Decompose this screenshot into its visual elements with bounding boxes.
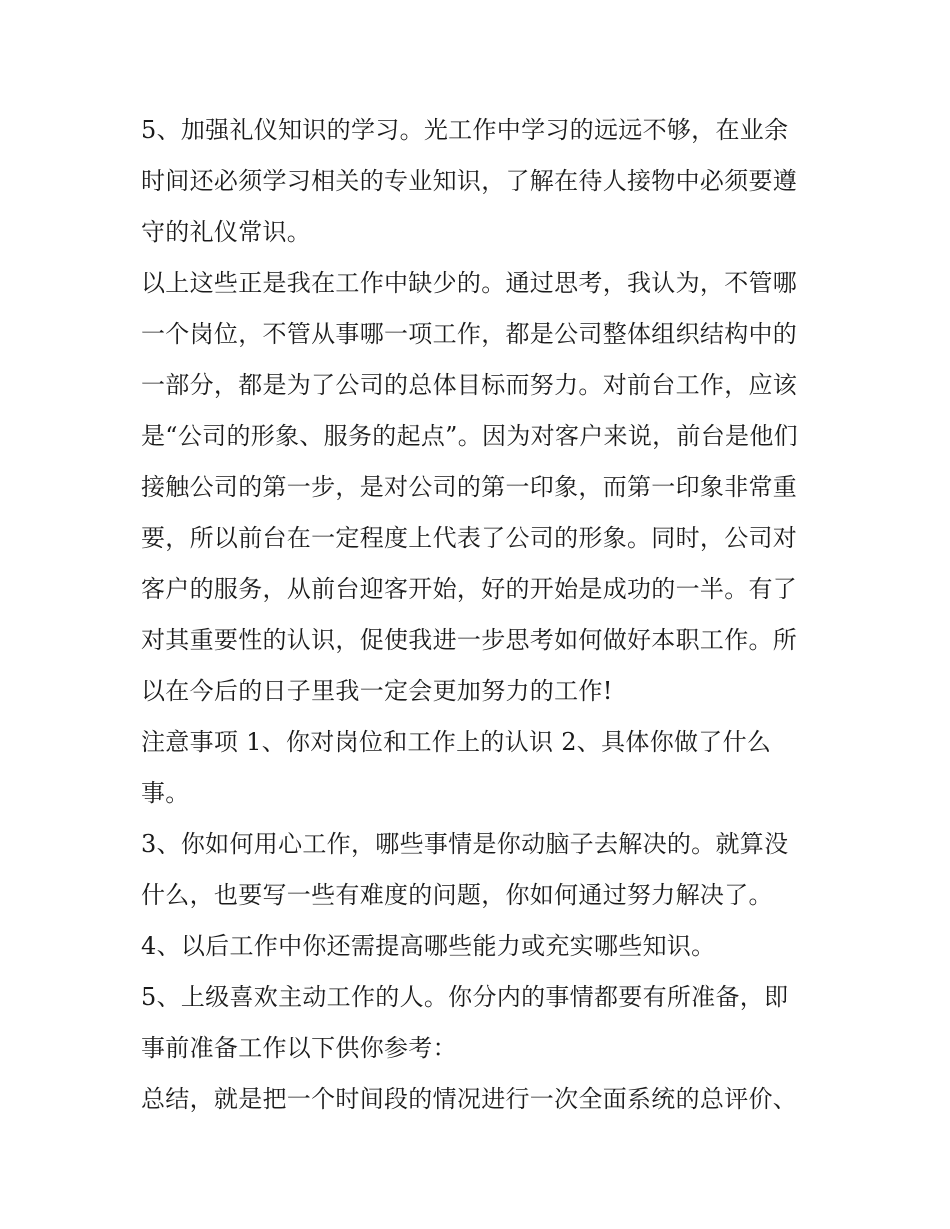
text-line: 以在今后的日子里我一定会更加努力的工作!: [141, 677, 613, 705]
text-line: 客户的服务，从前台迎客开始，好的开始是成功的一半。有了: [141, 575, 798, 603]
text-line: 一个岗位，不管从事哪一项工作，都是公司整体组织结构中的: [141, 320, 798, 348]
text-line: 5、上级喜欢主动工作的人。你分内的事情都要有所准备，即: [141, 983, 789, 1011]
text-line: 事前准备工作以下供你参考：: [141, 1034, 457, 1062]
document-body: [141, 105, 821, 1125]
text-line: 守的礼仪常识。: [141, 218, 312, 246]
text-line: 是“公司的形象、服务的起点”。因为对客户来说，前台是他们: [141, 422, 798, 450]
text-line: 以上这些正是我在工作中缺少的。通过思考，我认为，不管哪: [141, 269, 798, 297]
text-line: 5、加强礼仪知识的学习。光工作中学习的远远不够，在业余: [141, 116, 789, 144]
text-line: 对其重要性的认识，促使我进一步思考如何做好本职工作。所: [141, 626, 798, 654]
text-line: 事。: [141, 779, 190, 807]
text-line: 4、以后工作中你还需提高哪些能力或充实哪些知识。: [141, 932, 716, 960]
text-line: 时间还必须学习相关的专业知识，了解在待人接物中必须要遵: [141, 167, 798, 195]
text-line: 总结，就是把一个时间段的情况进行一次全面系统的总评价、: [141, 1085, 798, 1113]
text-line: 一部分，都是为了公司的总体目标而努力。对前台工作，应该: [141, 371, 798, 399]
text-line: 要，所以前台在一定程度上代表了公司的形象。同时，公司对: [141, 524, 798, 552]
text-line: 3、你如何用心工作，哪些事情是你动脑子去解决的。就算没: [141, 830, 789, 858]
text-line: 接触公司的第一步，是对公司的第一印象，而第一印象非常重: [141, 473, 798, 501]
text-line: 注意事项 1、你对岗位和工作上的认识 2、具体你做了什么: [141, 728, 772, 756]
text-line: 什么，也要写一些有难度的问题，你如何通过努力解决了。: [141, 881, 773, 909]
